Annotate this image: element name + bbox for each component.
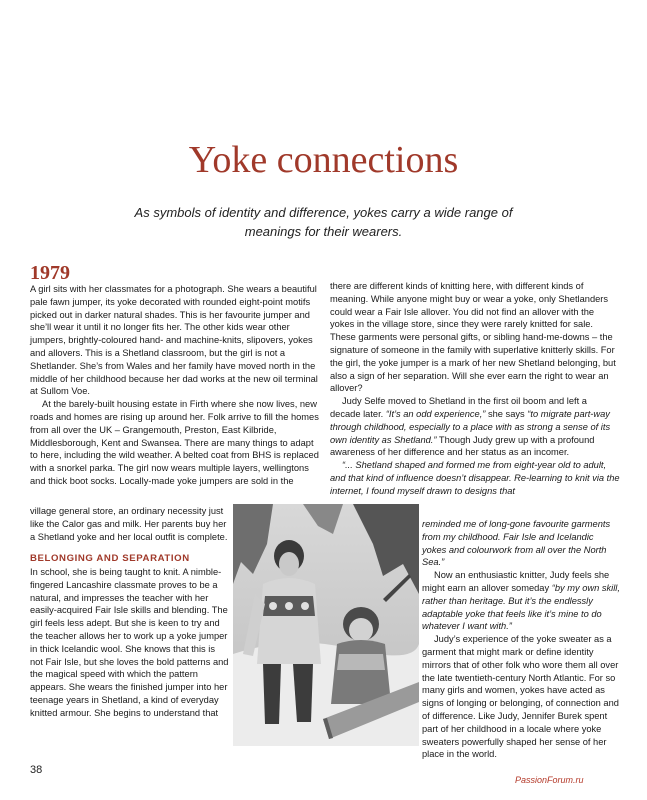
paragraph-6 xyxy=(422,569,620,633)
paragraph-7: Judy’s experience of the yoke sweater as a garment that might mark or define identity mirrors that of other folk who wore them all over the late twentieth-century North Atlantic. For so many girls and women, yokes have acted as signs of longing or belonging, of connection and of difference. Like Judy, Jennifer Burek spent part of her childhood in a locale where yoke sweaters powerfully shaped her sense of her place in the world. xyxy=(422,634,619,760)
right-column-top xyxy=(330,280,620,498)
year-heading: 1979 xyxy=(30,262,70,284)
quote-1: “... Shetland shaped and formed me from eight-year old to adult, and that kind of influence doesn’t disappear. Re-learning to knit via the internet, I found myself drawn to designs that xyxy=(330,460,620,496)
photo-illustration xyxy=(233,504,419,746)
paragraph-5-part-a: Judy Selfe moved to Shetland in the first oil boom and left a decade later. xyxy=(330,396,587,419)
left-column-bottom xyxy=(30,566,230,720)
page-number: 38 xyxy=(30,764,43,776)
paragraph-2: At the barely-built housing estate in Firth where she now lives, new roads and homes are rising up around her. Folk arrive to fill the homes from all over the UK – Grangemouth, Preston, East Kilbride, Middlesborough, Kent and Swansea. There are many things to adapt to here, including the wild weather. A belted coat from BHS is replaced with a snorkel parka. The girl now wears multiple layers, wellingtons and thick boot socks. Locally-made yoke jumpers are sold in the xyxy=(30,399,319,486)
paragraph-1: A girl sits with her classmates for a photograph. She wears a beautiful pale fawn jumper, its yoke decorated with rounded eight-point motifs picked out in darker natural shades. This is her favourite jumper and she’ll wear it until it no longer fits her. The other kids wear other jumpers, brightly-coloured hand- and machine-knits, slipovers, yokes and allovers. This is a Shetland classroom, but the girl is not a Shetlander. She’s from Wales and her family have moved north in the middle of her childhood because her dad works at the new oil terminal at Sullom Voe. xyxy=(30,284,318,397)
paragraph-6-quote: “by my own skill, rather than heritage. But it’s the endlessly adaptable yoke that feels like it’s mine to do whatever I want with.” xyxy=(422,582,620,632)
paragraph-5-quote-2: “to migrate part-way through childhood, especially to a place with as strong a sense of its own identity as Shetland.” xyxy=(330,408,611,445)
page-title: Yoke connections xyxy=(188,139,459,181)
paragraph-2-continued: village general store, an ordinary necessity just like the Calor gas and milk. Her parents buy her a Shetland yoke and her local outfit is complete. xyxy=(30,506,228,542)
footer-watermark: PassionForum.ru xyxy=(515,775,584,785)
page-subtitle: As symbols of identity and difference, yokes carry a wide range of meanings for their wearers. xyxy=(134,205,513,239)
left-column-top xyxy=(30,283,322,488)
quote-1-continued: reminded me of long-gone favourite garments from my childhood. Fair Isle and Icelandic yokes and colourwork from all over the North Sea.” xyxy=(422,519,611,568)
paragraph-4: there are different kinds of knitting here, with different kinds of meaning. While anyone might buy or wear a yoke, only Shetlanders could wear a Fair Isle allover. You did not find an allover with the yokes in the village store, since they were rarely knitted for sale. These garments were personal gifts, or sibling hand-me-downs – the signature of someone in the family with superlative knitterly skills. For the girl, the yoke jumper is a mark of her new Shetland belonging, but also a sign of her separation. Will she ever earn the right to wear an allover? xyxy=(330,281,616,394)
paragraph-5 xyxy=(330,395,620,459)
paragraph-5-quote-1: “It’s an odd experience,” xyxy=(385,408,486,419)
right-column-bottom xyxy=(422,518,620,761)
paragraph-5-part-b: she says xyxy=(485,408,528,419)
left-column-continued xyxy=(30,505,230,543)
paragraph-3: In school, she is being taught to knit. A nimble-fingered Lancashire classmate proves to be a natural, and impresses the teacher with her easily-acquired Fair Isle skills and blending. The girl feels less adept. But she is keen to try and the teacher allows her to work up a yoke jumper in thick Icelandic wool. She knows that this is not Fair Isle, but she loves the bold patterns and the magical speed with which the pattern appears. She wears the finished jumper into her teenage years in Shetland, a kind of everyday knitted armour. She begins to understand that xyxy=(30,567,229,718)
paragraph-6-part-a: Now an enthusiastic knitter, Judy feels she might earn an allover someday xyxy=(422,570,610,593)
section-heading: BELONGING AND SEPARATION xyxy=(30,553,190,564)
paragraph-5-part-c: Though Judy grew up with a profound awareness of her difference and her status as an incomer. xyxy=(330,434,595,458)
children-in-snow-photo xyxy=(233,504,419,746)
